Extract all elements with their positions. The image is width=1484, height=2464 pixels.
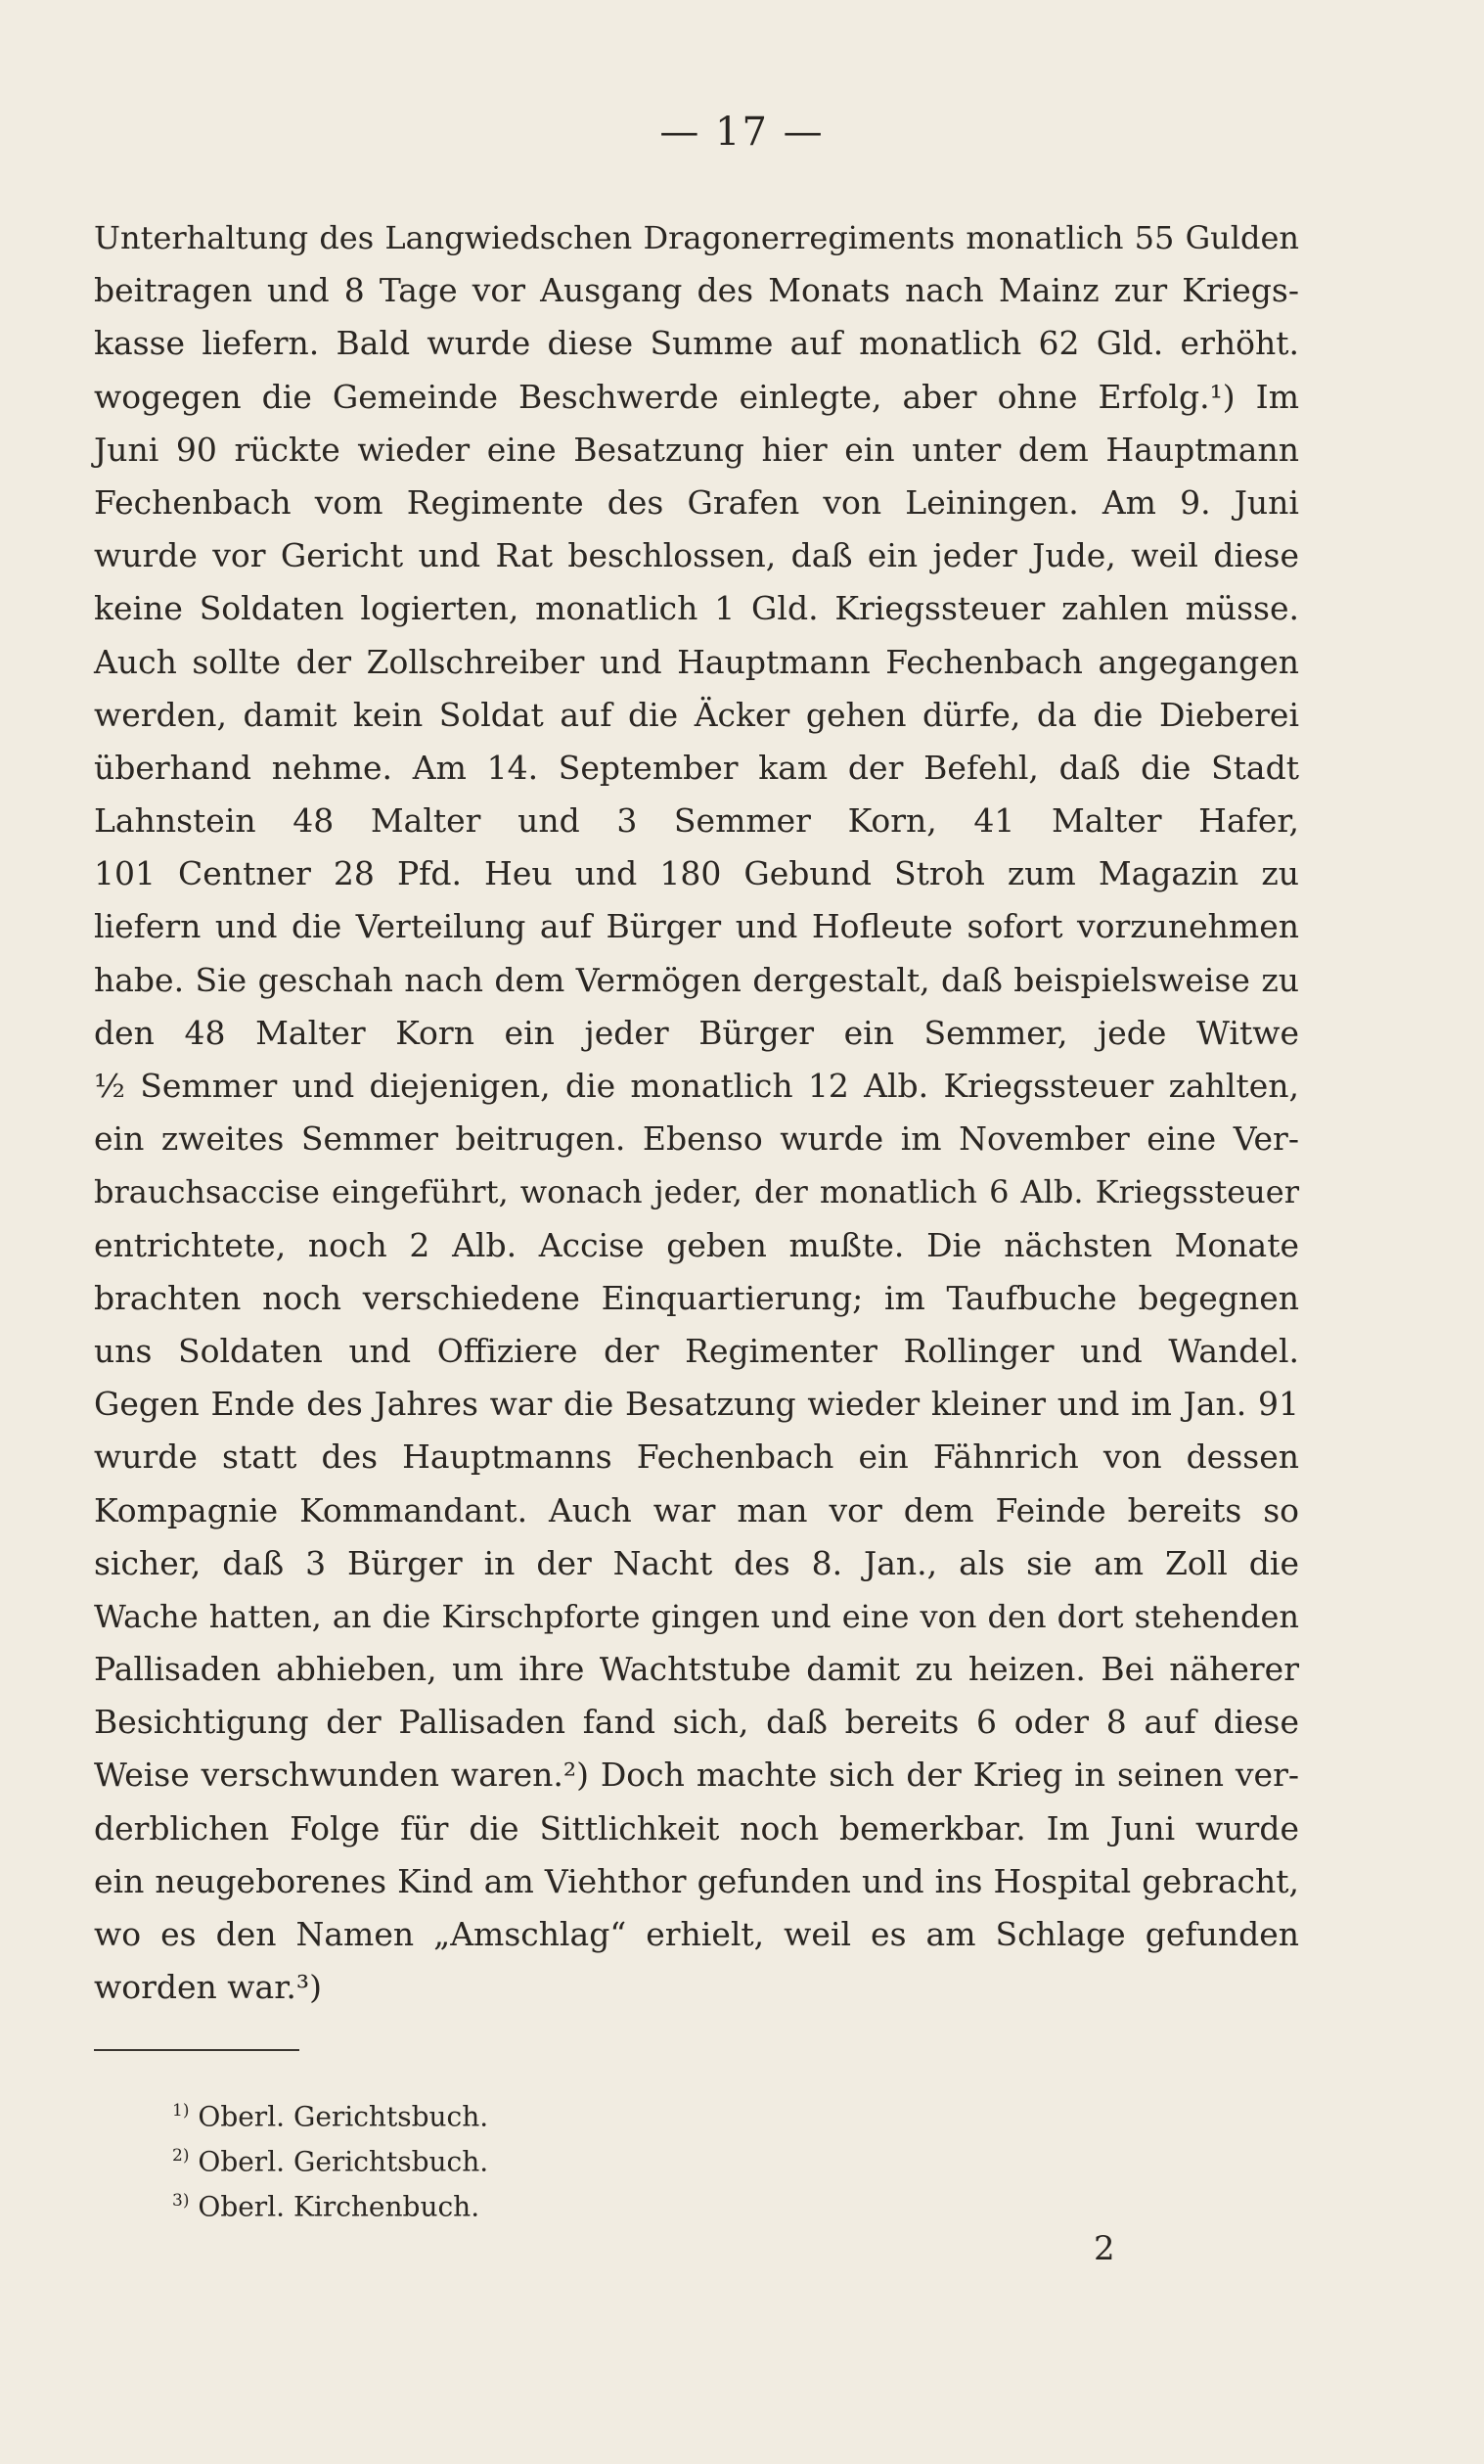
text-line: sicher, daß 3 Bürger in der Nacht des 8. Jan., als sie am Zoll die (94, 1543, 1299, 1582)
text-line: wogegen die Gemeinde Beschwerde einlegte, aber ohne Erfolg.¹) Im (94, 377, 1299, 416)
text-line: Besichtigung der Pallisaden fand sich, daß bereits 6 oder 8 auf diese (94, 1703, 1299, 1742)
footnote (172, 2178, 488, 2223)
text-line: Unterhaltung des Langwiedschen Dragonerregiments monatlich 55 Gulden (94, 219, 1299, 256)
text-line: ein neugeborenes Kind am Viehthor gefunden und ins Hospital gebracht, (94, 1861, 1299, 1900)
text-line: ein zweites Semmer beitrugen. Ebenso wurde im November eine Ver- (94, 1119, 1299, 1159)
text-line: wurde vor Gericht und Rat beschlossen, daß ein jeder Jude, weil diese (94, 536, 1299, 575)
text-line: brauchsaccise eingeführt, wonach jeder, der monatlich 6 Alb. Kriegssteuer (94, 1173, 1299, 1211)
text-line: beitragen und 8 Tage vor Ausgang des Monats nach Mainz zur Kriegs- (94, 271, 1299, 310)
text-line: 101 Centner 28 Pfd. Heu und 180 Gebund Stroh zum Magazin zu (94, 854, 1299, 893)
page-number-header: — 17 — (659, 110, 825, 155)
main-text-block (94, 211, 1299, 2014)
footnote-mark: 3) (172, 2191, 190, 2211)
text-line: überhand nehme. Am 14. September kam der Befehl, daß die Stadt (94, 748, 1299, 787)
footnote (172, 2133, 488, 2178)
text-line: derblichen Folge für die Sittlichkeit noch bemerkbar. Im Juni wurde (94, 1808, 1299, 1848)
footnote-mark: 1) (172, 2101, 190, 2121)
text-line: keine Soldaten logierten, monatlich 1 Gld. Kriegssteuer zahlen müsse. (94, 589, 1299, 628)
text-line: Pallisaden abhieben, um ihre Wachtstube damit zu heizen. Bei näherer (94, 1650, 1299, 1689)
footnotes-block (172, 2088, 488, 2223)
text-line: brachten noch verschiedene Einquartierung; im Taufbuche begegnen (94, 1278, 1299, 1317)
signature-mark: 2 (1094, 2229, 1115, 2268)
text-line: uns Soldaten und Offiziere der Regimenter Rollinger und Wandel. (94, 1331, 1299, 1370)
text-line: Weise verschwunden waren.²) Doch machte sich der Krieg in seinen ver- (94, 1756, 1299, 1795)
text-line: den 48 Malter Korn ein jeder Bürger ein Semmer, jede Witwe (94, 1013, 1299, 1052)
text-line: Auch sollte der Zollschreiber und Hauptmann Fechenbach angegangen (94, 642, 1299, 681)
text-line: entrichtete, noch 2 Alb. Accise geben mußte. Die nächsten Monate (94, 1225, 1299, 1264)
text-line: liefern und die Verteilung auf Bürger und Hofleute sofort vorzunehmen (94, 907, 1299, 946)
footnote-mark: 2) (172, 2146, 190, 2166)
footnote-text: Oberl. Gerichtsbuch. (198, 2145, 489, 2178)
text-line: Gegen Ende des Jahres war die Besatzung wieder kleiner und im Jan. 91 (94, 1385, 1299, 1424)
text-line: habe. Sie geschah nach dem Vermögen dergestalt, daß beispielsweise zu (94, 960, 1299, 999)
text-line: werden, damit kein Soldat auf die Äcker gehen dürfe, da die Dieberei (94, 695, 1299, 734)
text-line: wurde statt des Hauptmanns Fechenbach ein Fähnrich von dessen (94, 1437, 1299, 1477)
text-line: kasse liefern. Bald wurde diese Summe auf monatlich 62 Gld. erhöht. (94, 324, 1299, 363)
text-line: worden war.³) (94, 1968, 322, 2007)
footnote-text: Oberl. Gerichtsbuch. (198, 2100, 489, 2133)
text-line: wo es den Namen „Amschlag“ erhielt, weil es am Schlage gefunden (94, 1915, 1299, 1953)
text-line: Juni 90 rückte wieder eine Besatzung hier ein unter dem Hauptmann (94, 430, 1299, 469)
footnote (172, 2088, 488, 2133)
text-line: Fechenbach vom Regimente des Grafen von Leiningen. Am 9. Juni (94, 482, 1299, 522)
text-line: Lahnstein 48 Malter und 3 Semmer Korn, 41 Malter Hafer, (94, 801, 1299, 841)
footnote-separator (94, 2049, 299, 2051)
footnote-text: Oberl. Kirchenbuch. (198, 2190, 480, 2223)
text-line: Wache hatten, an die Kirschpforte gingen und eine von den dort stehenden (94, 1597, 1299, 1635)
text-line: Kompagnie Kommandant. Auch war man vor dem Feinde bereits so (94, 1490, 1299, 1529)
text-line: ½ Semmer und diejenigen, die monatlich 12 Alb. Kriegssteuer zahlten, (94, 1067, 1299, 1105)
